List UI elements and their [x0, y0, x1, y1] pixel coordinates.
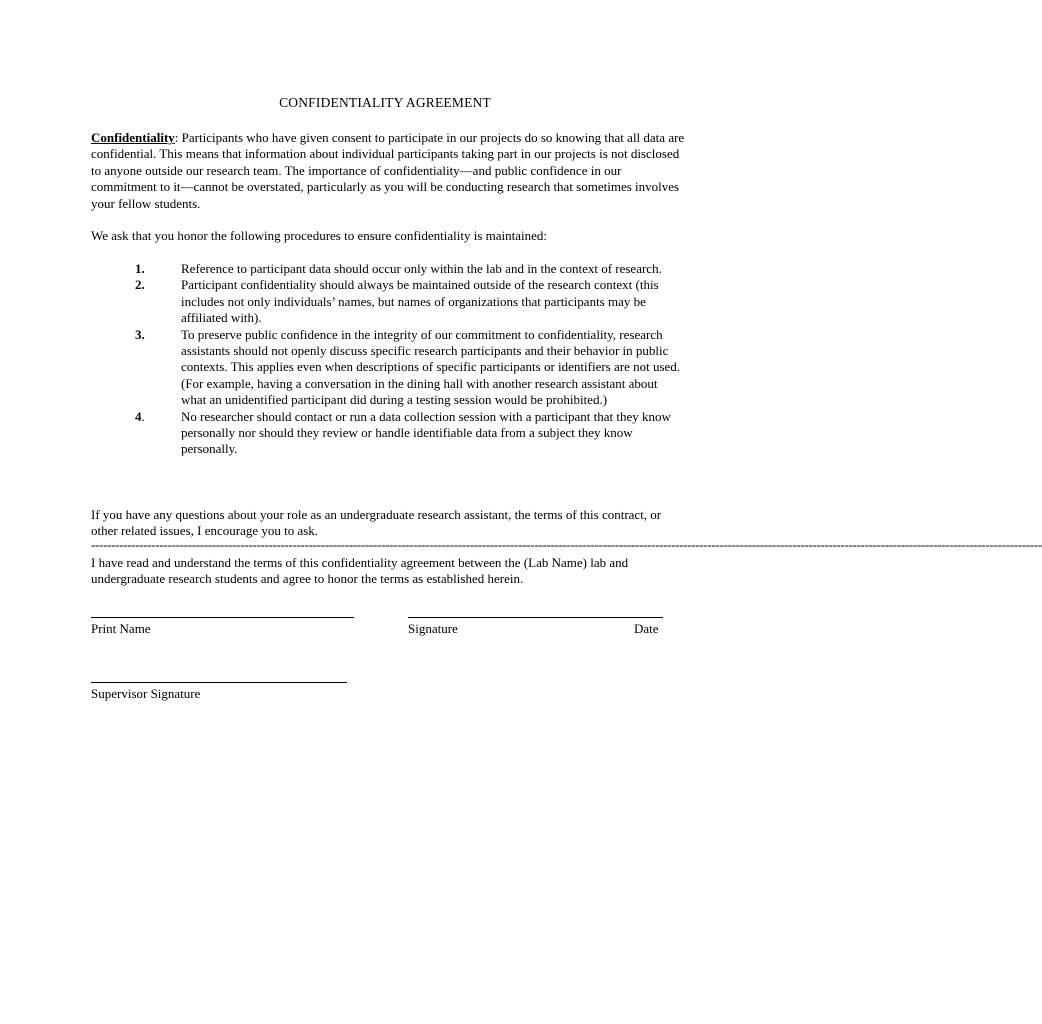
list-item-text: Participant confidentiality should always be maintained outside of the research context (this includes not only individuals’ names, but names of organizations that participants may be affiliated with). [181, 277, 659, 326]
list-item [91, 261, 681, 277]
confidentiality-heading: Confidentiality [91, 130, 175, 145]
list-item [91, 327, 681, 409]
list-item-number: 3. [135, 326, 145, 342]
acknowledgment-paragraph: I have read and understand the terms of this confidentiality agreement between the (Lab Name) lab and undergraduate research students and agree to honor the terms as established herein. [91, 555, 629, 587]
list-item-text: No researcher should contact or run a data collection session with a participant that they know personally nor should they review or handle identifiable data from a subject they know personally. [181, 408, 671, 457]
list-item [91, 409, 681, 458]
list-item [91, 277, 681, 326]
questions-paragraph: If you have any questions about your role as an undergraduate research assistant, the terms of this contract, or other related issues, I encourage you to ask. [91, 507, 662, 539]
list-item-number-suffix: . [141, 408, 145, 424]
print-name-line[interactable] [91, 617, 354, 618]
dashed-separator: -------------------------------------------------------------------------------------------------------------------------------------------------------------------------------------------------------------------------------------------- [91, 537, 1042, 552]
list-item-number [91, 409, 181, 458]
procedures-intro: We ask that you honor the following procedures to ensure confidentiality is maintained: [91, 228, 548, 243]
confidentiality-paragraph [91, 130, 686, 212]
list-item-text: To preserve public confidence in the integrity of our commitment to confidentiality, research assistants should not openly discuss specific research participants and their behavior in public contexts. This applies even when descriptions of specific participants or identifiers are not used. (For example, having a conversation in the dining hall with another research assistant about what an unidentified participant did during a testing session would be prohibited.) [181, 326, 681, 408]
signature-label: Signature [408, 621, 458, 636]
print-name-label: Print Name [91, 621, 151, 636]
list-item-text: Reference to participant data should occur only within the lab and in the context of research. [181, 261, 662, 276]
supervisor-signature-label: Supervisor Signature [91, 686, 201, 701]
supervisor-signature-line[interactable] [91, 682, 347, 683]
list-item-number: 1. [135, 261, 145, 276]
signature-date-line[interactable] [408, 617, 663, 618]
date-label: Date [634, 621, 659, 636]
list-item-number: 2. [135, 277, 145, 293]
list-item-number-digit: 4 [135, 408, 142, 424]
procedures-list [91, 261, 681, 458]
confidentiality-text: : Participants who have given consent to participate in our projects do so knowing that all data are confidential. This means that information about individual participants taking part in our projects is not disclosed to anyone outside our research team. The importance of confidentiality—and public confidence in our commitment to it—cannot be overstated, particularly as you will be conducting research that sometimes involves your fellow students. [91, 130, 685, 211]
document-title: CONFIDENTIALITY AGREEMENT [279, 95, 491, 110]
